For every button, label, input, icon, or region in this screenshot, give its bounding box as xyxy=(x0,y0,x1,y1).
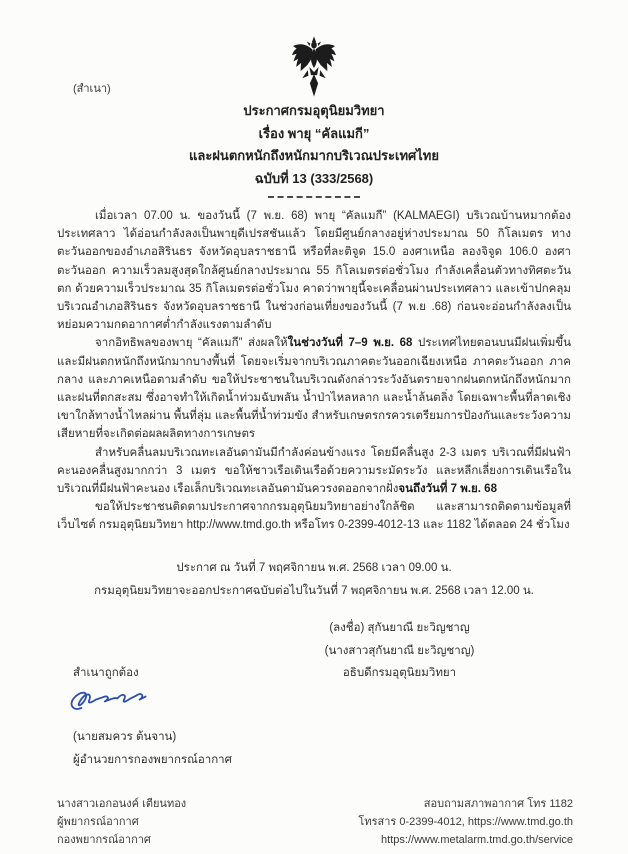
garuda-emblem-icon xyxy=(291,33,337,101)
emphasis-text: ในช่วงวันที่ 7–9 พ.ย. 68 xyxy=(287,337,413,350)
certified-copy-label: สำเนาถูกต้อง xyxy=(73,667,139,679)
contact-alert-url-line: https://www.metalarm.tmd.go.th/service xyxy=(381,834,573,846)
certifier-position: ผู้อำนวยการกองพยากรณ์อากาศ xyxy=(73,754,232,766)
signatory-name: (นางสาวสุกันยาณี ยะวิญชาญ) xyxy=(324,644,475,657)
document-title-block xyxy=(0,100,628,190)
emphasis-text: จนถึงวันที่ 7 พ.ย. 68 xyxy=(398,483,497,496)
next-issue-line: กรมอุตุนิยมวิทยาจะออกประกาศฉบับต่อไปในวันที่ 7 พฤศจิกายน พ.ศ. 2568 เวลา 12.00 น. xyxy=(94,584,534,597)
signatory-block xyxy=(287,617,512,685)
certifier-name: (นายสมควร ต้นจาน) xyxy=(73,731,177,743)
body-paragraph xyxy=(57,444,571,499)
body-paragraph xyxy=(57,207,571,334)
certification-block xyxy=(73,665,232,768)
signed-line: (ลงชื่อ) สุกันยาณี ยะวิญชาญ xyxy=(329,622,470,634)
contact-fax-web-line: โทรสาร 0-2399-4012, https://www.tmd.go.th xyxy=(358,816,573,828)
paragraph-text: เมื่อเวลา 07.00 น. ของวันนี้ (7 พ.ย. 68) พายุ “คัลแมกี” (KALMAEGI) บริเวณบ้านหมากต้อง ประเทศลาว ได้อ่อนกำลังลงเป็นพายุดีเปรสชันแล้ว โดยมีศูนย์กลางอยู่ห่างประมาณ 50 กิโลเมตร ทางตะวันออกของอำเภอสิรินธร จังหวัดอุบลราชธานี หรือที่ละติจูด 15.0 องศาเหนือ ลองจิจูด 106.0 องศาตะวันออก ความเร็วลมสูงสุดใกล้ศูนย์กลางประมาณ 55 กิโลเมตรต่อชั่วโมง กำลังเคลื่อนตัวทางทิศตะวันตก ด้วยความเร็วประมาณ 35 กิโลเมตรต่อชั่วโมง คาดว่าพายุนี้จะเคลื่อนผ่านประเทศลาว และเข้าปกคลุมบริเวณอำเภอสิรินธร จังหวัดอุบลราชธานี ในช่วงก่อนเที่ยงของวันนี้ (7 พ.ย .68) ก่อนจะอ่อนกำลังลงเป็นหย่อมความกดอากาศต่ำกำลังแรงตามลำดับ xyxy=(57,210,571,332)
document-body xyxy=(57,207,571,535)
issued-at-line: ประกาศ ณ วันที่ 7 พฤศจิกายน พ.ศ. 2568 เวลา 09.00 น. xyxy=(176,562,452,574)
body-paragraph xyxy=(57,498,571,534)
title-subject: เรื่อง พายุ “คัลแมกี” xyxy=(258,125,370,141)
paragraph-text: ประเทศไทยตอนบนมีฝนเพิ่มขึ้น และมีฝนตกหนักถึงหนักมากบางพื้นที่ โดยจะเริ่มจากบริเวณภาคตะวันออกเฉียงเหนือ ภาคตะวันออก ภาคกลาง และภาคเหนือตามลำดับ ขอให้ประชาชนในบริเวณดังกล่าวระวังอันตรายจากฝนตกหนักถึงหนักมาก และฝนที่ตกสะสม ซึ่งอาจทำให้เกิดน้ำท่วมฉับพลัน น้ำป่าไหลหลาก และน้ำล้นตลิ่ง โดยเฉพาะพื้นที่ลาดเชิงเขาใกล้ทางน้ำไหลผ่าน พื้นที่ลุ่ม และพื้นที่น้ำท่วมขัง สำหรับเกษตรกรควรเตรียมการป้องกันและระวังความเสียหายที่จะเกิดต่อผลผลิตทางการเกษตร xyxy=(57,337,572,441)
forecaster-title: ผู้พยากรณ์อากาศ xyxy=(57,816,139,828)
title-subject-2: และฝนตกหนักถึงหนักมากบริเวณประเทศไทย xyxy=(188,148,439,163)
signatory-position: อธิบดีกรมอุตุนิยมวิทยา xyxy=(342,667,457,679)
forecaster-name: นางสาวเอกอนงค์ เตียนทอง xyxy=(57,798,187,810)
dashed-separator xyxy=(268,196,360,198)
copy-label: (สำเนา) xyxy=(73,83,111,95)
body-paragraph xyxy=(57,334,571,443)
title-issue-number: ฉบับที่ 13 (333/2568) xyxy=(254,170,374,186)
paragraph-text: ขอให้ประชาชนติดตามประกาศจากกรมอุตุนิยมวิทยาอย่างใกล้ชิด และสามารถติดตามข้อมูลที่เว็บไซต์ กรมอุตุนิยมวิทยา http://www.tmd.go.th หรือโทร 0-2399-4012-13 และ 1182 ได้ตลอด 24 ชั่วโมง xyxy=(57,501,571,532)
forecaster-division: กองพยากรณ์อากาศ xyxy=(57,834,151,846)
footer-contact-block xyxy=(358,795,573,849)
paragraph-text: จากอิทธิพลของพายุ “คัลแมกี” ส่งผลให้ xyxy=(95,337,288,350)
announcement-date-block xyxy=(0,557,628,602)
paragraph-text: สำหรับคลื่นลมบริเวณทะเลอันดามันมีกำลังค่อนข้างแรง โดยมีคลื่นสูง 2-3 เมตร บริเวณที่มีฝนฟ้าคะนองคลื่นสูงมากกว่า 3 เมตร ขอให้ชาวเรือเดินเรือด้วยความระมัดระวัง และหลีกเลี่ยงการเดินเรือในบริเวณที่มีฝนฟ้าคะนอง เรือเล็กบริเวณทะเลอันดามันควรงดออกจากฝั่ง xyxy=(57,446,571,496)
title-agency: ประกาศกรมอุตุนิยมวิทยา xyxy=(243,103,385,118)
footer-forecaster-block xyxy=(57,795,186,849)
handwritten-signature-icon xyxy=(67,684,232,725)
contact-phone-line: สอบถามสภาพอากาศ โทร 1182 xyxy=(423,798,573,810)
